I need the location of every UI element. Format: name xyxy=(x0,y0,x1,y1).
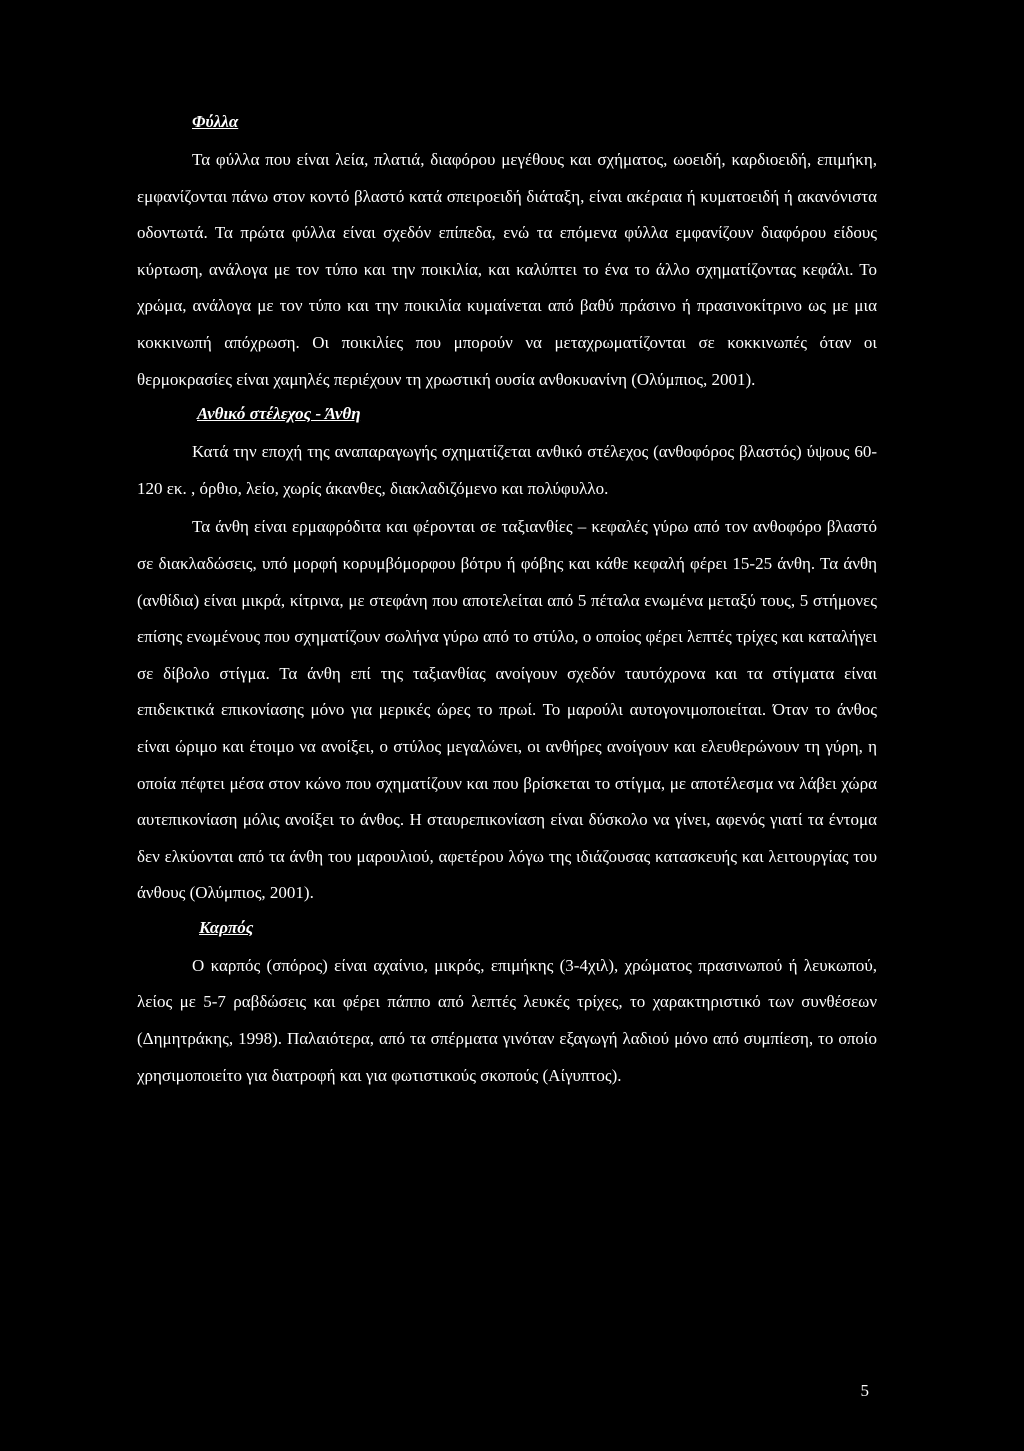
section-heading-fruit: Καρπός xyxy=(199,917,254,937)
page-number: 5 xyxy=(860,1381,869,1400)
section-heading-flowering-stem: Ανθικό στέλεχος - Άνθη xyxy=(197,404,361,424)
paragraph-leaves: Τα φύλλα που είναι λεία, πλατιά, διαφόρου μεγέθους και σχήματος, ωοειδή, καρδιοειδή, επιμήκη, εμφανίζονται πάνω στον κοντό βλαστό κατά σπειροειδή διάταξη, είναι ακέραια ή κυματοειδή ή ακανόνιστα οδοντωτά. Τα πρώτα φύλλα είναι σχεδόν επίπεδα, ενώ τα επόμενα φύλλα εμφανίζουν διαφόρου είδους κύρτωση, ανάλογα με τον τύπο και την ποικιλία, και καλύπτει το ένα το άλλο σχηματίζοντας κεφάλι. Το χρώμα, ανάλογα με τον τύπο και την ποικιλία κυμαίνεται από βαθύ πράσινο ή πρασινοκίτρινο ως με μια κοκκινωπή απόχρωση. Οι ποικιλίες που μπορούν να μεταχρωματίζονται σε κοκκινωπές όταν οι θερμοκρασίες είναι χαμηλές περιέχουν τη χρωστική ουσία ανθοκυανίνη (Ολύμπιος, 2001). xyxy=(137,150,877,389)
document-page xyxy=(137,112,877,1094)
paragraph-fruit: Ο καρπός (σπόρος) είναι αχαίνιο, μικρός, επιμήκης (3-4χιλ), χρώματος πρασινωπού ή λευκωπού, λείος με 5-7 ραβδώσεις και φέρει πάππο από λεπτές λευκές τρίχες, το χαρακτηριστικό των συνθέσεων (Δημητράκης, 1998). Παλαιότερα, από τα σπέρματα γινόταν εξαγωγή λαδιού μόνο από συμπίεση, το οποίο χρησιμοποιείτο για διατροφή και για φωτιστικούς σκοπούς (Αίγυπτος). xyxy=(137,955,877,1085)
paragraph-flowers: Τα άνθη είναι ερμαφρόδιτα και φέρονται σε ταξιανθίες – κεφαλές γύρω από τον ανθοφόρο βλαστό σε διακλαδώσεις, υπό μορφή κορυμβόμορφου βότρυ ή φόβης και κάθε κεφαλή φέρει 15-25 άνθη. Τα άνθη (ανθίδια) είναι μικρά, κίτρινα, με στεφάνη που αποτελείται από 5 πέταλα ενωμένα μεταξύ τους, 5 στήμονες επίσης ενωμένους που σχηματίζουν σωλήνα γύρω από το στύλο, ο οποίος φέρει λεπτές τρίχες και καταλήγει σε δίβολο στίγμα. Τα άνθη επί της ταξιανθίας ανοίγουν σχεδόν ταυτόχρονα και τα στίγματα είναι επιδεικτικά επικονίασης μόνο για μερικές ώρες το πρωί. Το μαρούλι αυτογονιμοποιείται. Όταν το άνθος είναι ώριμο και έτοιμο να ανοίξει, ο στύλος μεγαλώνει, οι ανθήρες ανοίγουν και ελευθερώνουν τη γύρη, η οποία πέφτει μέσα στον κώνο που σχηματίζουν και που βρίσκεται το στίγμα, με αποτέλεσμα να λάβει χώρα αυτεπικονίαση μόλις ανοίξει το άνθος. Η σταυρεπικονίαση είναι δύσκολο να γίνει, αφενός γιατί τα έντομα δεν ελκύονται από τα άνθη του μαρουλιού, αφετέρου λόγω της ιδιάζουσας κατασκευής και λειτουργίας του άνθους (Ολύμπιος, 2001). xyxy=(137,517,877,903)
section-heading-leaves: Φύλλα xyxy=(192,112,239,131)
paragraph-flowering-stem: Κατά την εποχή της αναπαραγωγής σχηματίζεται ανθικό στέλεχος (ανθοφόρος βλαστός) ύψους 60- 120 εκ. , όρθιο, λείο, χωρίς άκανθες, διακλαδιζόμενο και πολύφυλλο. xyxy=(137,442,877,498)
